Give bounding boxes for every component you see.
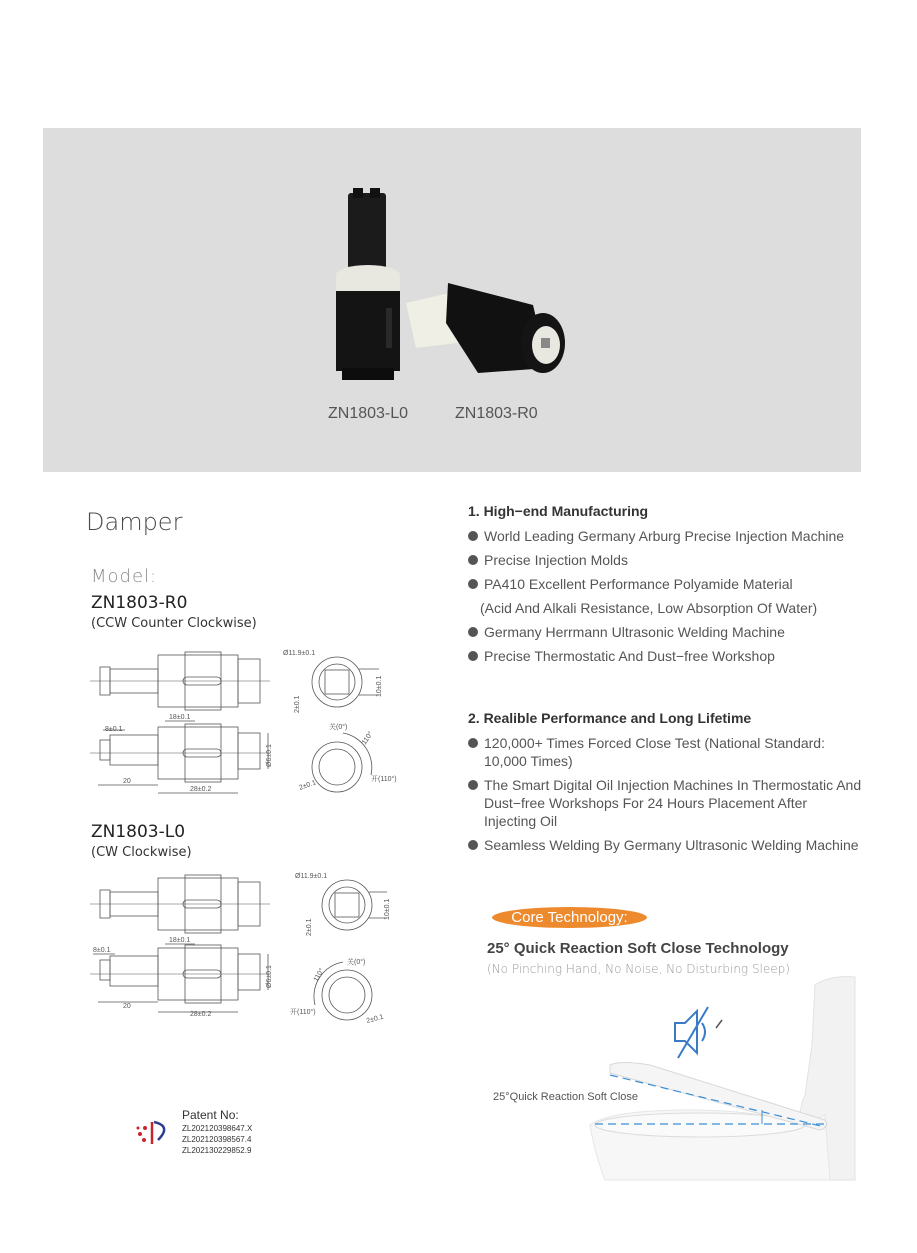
dim-length-a: 18±0.1 xyxy=(169,937,191,944)
dim-offset: 2±0.1 xyxy=(306,918,313,936)
model-direction-l0: (CW Clockwise) xyxy=(91,845,192,860)
feature-item: Precise Injection Molds xyxy=(468,551,863,569)
patent-title: Patent No: xyxy=(182,1108,239,1122)
product-label-r0: ZN1803-R0 xyxy=(455,405,538,422)
feature-item: Germany Herrmann Ultrasonic Welding Machine xyxy=(468,623,863,641)
dim-length-b: 8±0.1 xyxy=(93,947,111,954)
model-code-l0: ZN1803-L0 xyxy=(91,822,186,842)
damper-r0-render xyxy=(406,283,565,373)
core-technology-badge: Core Technology: xyxy=(492,907,647,928)
dim-length-a: 18±0.1 xyxy=(169,714,191,721)
page-title: Damper xyxy=(86,508,183,536)
dim-offset: 2±0.1 xyxy=(294,695,301,713)
dim-open: 开(110°) xyxy=(371,776,397,783)
dim-shaft-dia: Ø6±0.1 xyxy=(266,744,273,767)
side-view-top xyxy=(90,875,270,933)
feature-item: World Leading Germany Arburg Precise Injection Machine xyxy=(468,527,863,545)
dim-length-b: 8±0.1 xyxy=(105,726,123,733)
feature-item: The Smart Digital Oil Injection Machines In Thermostatic And Dust−free Workshops For 24 Hours Placement After Injecting Oil xyxy=(468,776,863,830)
feature-heading: 1. High−end Manufacturing xyxy=(468,503,649,519)
dim-end-offset: 2±0.1 xyxy=(298,779,318,792)
feature-section-2 xyxy=(468,710,863,860)
bullet-icon xyxy=(468,555,478,565)
patent-logo-icon xyxy=(134,1118,174,1148)
feature-heading: 2. Realible Performance and Long Lifetime xyxy=(468,710,752,726)
dim-close: 关(0°) xyxy=(347,959,366,966)
soft-close-caption: 25°Quick Reaction Soft Close xyxy=(493,1091,639,1103)
damper-product-image xyxy=(328,183,568,393)
feature-item: Seamless Welding By Germany Ultrasonic Welding Machine xyxy=(468,836,863,854)
feature-list xyxy=(468,734,863,854)
dim-open: 开(110°) xyxy=(290,1009,316,1016)
bullet-icon xyxy=(468,627,478,637)
dim-shaft-dia: Ø6±0.1 xyxy=(266,965,273,988)
dim-angle: 110° xyxy=(360,730,375,747)
feature-section-1 xyxy=(468,503,863,671)
bullet-icon xyxy=(468,738,478,748)
mute-icon xyxy=(675,1007,708,1058)
dim-end-offset: 2±0.1 xyxy=(365,1013,385,1025)
patent-number: ZL202130229852.9 xyxy=(182,1146,252,1155)
dim-height: 10±0.1 xyxy=(376,675,383,697)
bullet-icon xyxy=(468,579,478,589)
dim-angle: 110° xyxy=(312,967,326,983)
model-label: Model: xyxy=(91,566,158,587)
feature-item-continuation: (Acid And Alkali Resistance, Low Absorption Of Water) xyxy=(480,600,818,616)
damper-l0-render xyxy=(336,188,400,380)
dim-height: 10±0.1 xyxy=(384,898,391,920)
dim-diameter: Ø11.9±0.1 xyxy=(283,650,316,657)
core-technology-title: 25° Quick Reaction Soft Close Technology xyxy=(487,940,789,957)
end-view-top xyxy=(312,657,379,707)
bullet-icon xyxy=(468,651,478,661)
dim-length-c: 20 xyxy=(123,778,131,785)
technical-drawing-r0 xyxy=(85,645,405,805)
patent-number: ZL202120398567.4 xyxy=(182,1135,252,1144)
core-technology-subtitle: (No Pinching Hand, No Noise, No Disturbing Sleep) xyxy=(487,962,790,976)
dim-diameter: Ø11.9±0.1 xyxy=(295,873,328,880)
bullet-icon xyxy=(468,531,478,541)
end-view-top xyxy=(322,880,387,930)
side-view-top xyxy=(90,652,270,710)
feature-item: Precise Thermostatic And Dust−free Workshop xyxy=(468,647,863,665)
dim-length-d: 28±0.2 xyxy=(190,786,212,793)
feature-item: 120,000+ Times Forced Close Test (National Standard: 10,000 Times) xyxy=(468,734,863,770)
bullet-icon xyxy=(468,780,478,790)
model-direction-r0: (CCW Counter Clockwise) xyxy=(91,616,257,631)
dim-close: 关(0°) xyxy=(329,724,348,731)
feature-item: PA410 Excellent Performance Polyamide Material xyxy=(468,575,863,593)
dim-length-c: 20 xyxy=(123,1003,131,1010)
side-view-bottom xyxy=(90,944,270,1012)
model-code-r0: ZN1803-R0 xyxy=(91,593,188,613)
technical-drawing-l0 xyxy=(85,870,405,1030)
product-hero-panel xyxy=(43,128,861,472)
feature-list xyxy=(468,527,863,665)
toilet-soft-close-photo xyxy=(590,975,855,1180)
dim-length-d: 28±0.2 xyxy=(190,1011,212,1018)
patent-number: ZL202120398647.X xyxy=(182,1124,253,1133)
product-label-l0: ZN1803-L0 xyxy=(328,405,409,422)
bullet-icon xyxy=(468,840,478,850)
